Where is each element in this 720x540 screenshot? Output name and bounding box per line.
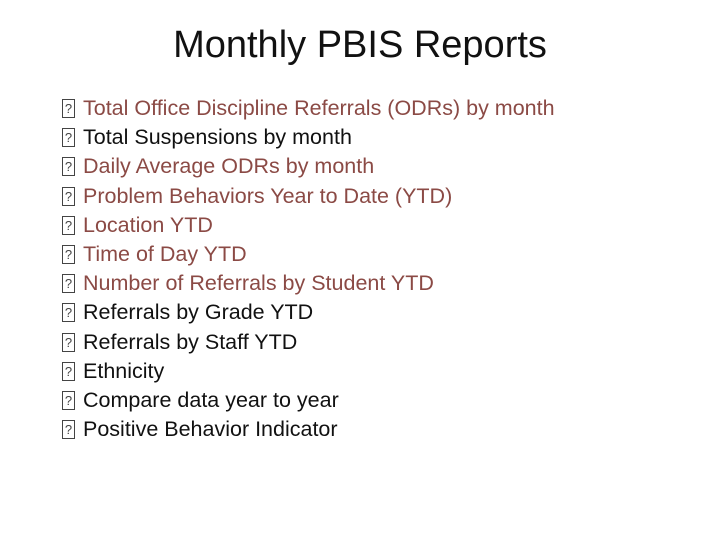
bullet-text: Problem Behaviors Year to Date (YTD) <box>83 183 453 208</box>
bullet-item <box>62 298 555 327</box>
bullet-text: Total Suspensions by month <box>83 125 352 150</box>
replacement-character-box-icon <box>62 128 75 147</box>
replacement-character-box-icon <box>62 187 75 206</box>
bullet-item <box>62 182 555 211</box>
replacement-character-box-icon <box>62 245 75 264</box>
bullet-text: Compare data year to year <box>83 387 339 412</box>
bullet-text: Location YTD <box>83 212 213 237</box>
bullet-text: Daily Average ODRs by month <box>83 154 375 179</box>
replacement-character-box-icon <box>62 274 75 293</box>
bullet-text: Positive Behavior Indicator <box>83 417 338 442</box>
bullet-item <box>62 386 555 415</box>
bullet-text: Referrals by Staff YTD <box>83 329 298 354</box>
replacement-character-box-icon <box>62 99 75 118</box>
bullet-item <box>62 269 555 298</box>
bullet-item <box>62 415 555 444</box>
bullet-text: Time of Day YTD <box>83 242 247 267</box>
replacement-character-box-icon <box>62 157 75 176</box>
bullet-item <box>62 94 555 123</box>
replacement-character-box-icon <box>62 303 75 322</box>
replacement-character-box-icon <box>62 333 75 352</box>
bullet-item <box>62 211 555 240</box>
bullet-text: Number of Referrals by Student YTD <box>83 271 434 296</box>
bullet-item <box>62 123 555 152</box>
bullet-item <box>62 240 555 269</box>
replacement-character-box-icon <box>62 420 75 439</box>
slide-title: Monthly PBIS Reports <box>173 24 547 66</box>
bullet-item <box>62 152 555 181</box>
bullet-text: Referrals by Grade YTD <box>83 300 314 325</box>
bullet-item <box>62 357 555 386</box>
bullet-text: Total Office Discipline Referrals (ODRs) by month <box>83 96 555 121</box>
bullet-list <box>62 94 555 444</box>
bullet-text: Ethnicity <box>83 358 165 383</box>
replacement-character-box-icon <box>62 391 75 410</box>
replacement-character-box-icon <box>62 216 75 235</box>
bullet-item <box>62 328 555 357</box>
replacement-character-box-icon <box>62 362 75 381</box>
